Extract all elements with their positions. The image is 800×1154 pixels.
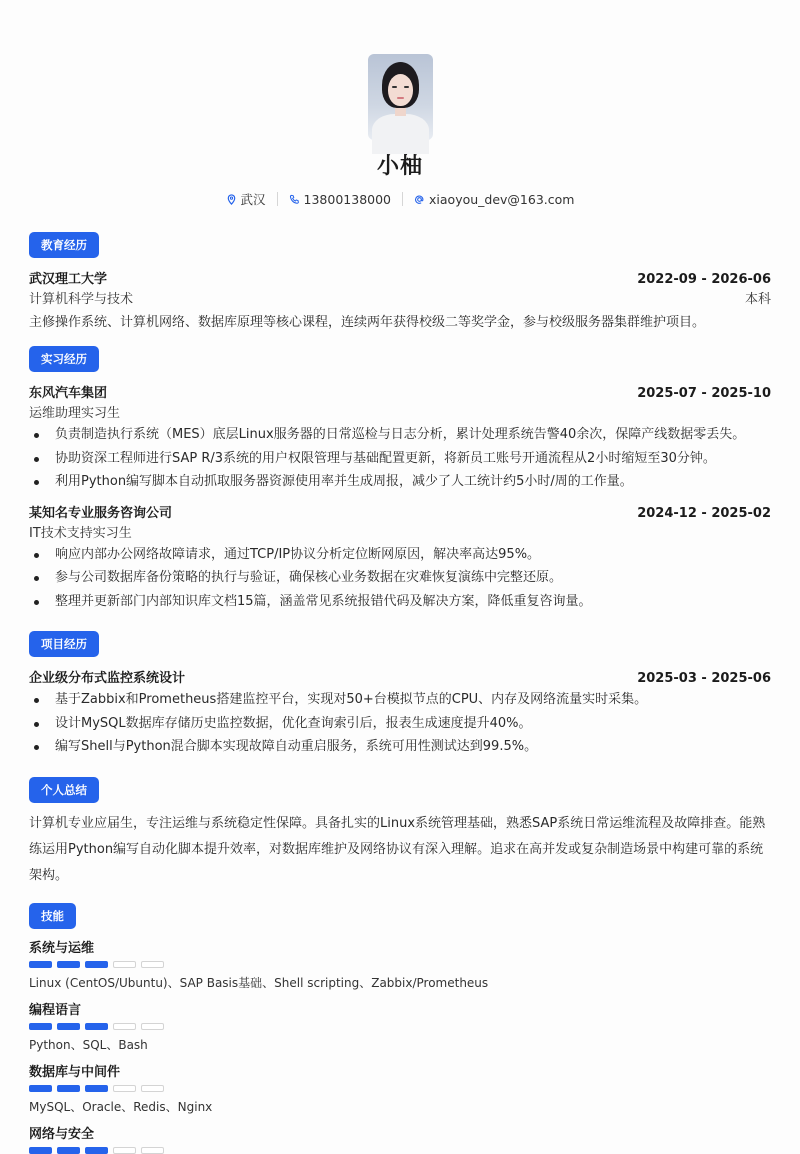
level-segment-empty <box>113 1023 136 1030</box>
bullet-item: 参与公司数据库备份策略的执行与验证，确保核心业务数据在灾难恢复演练中完整还原。 <box>29 566 771 590</box>
section-summary <box>29 759 771 889</box>
section-education <box>29 208 771 334</box>
level-segment-filled <box>85 1085 108 1092</box>
contact-info <box>226 190 575 208</box>
divider <box>277 192 278 206</box>
skill-description: MySQL、Oracle、Redis、Nginx <box>29 1099 213 1114</box>
skill-name: 网络与安全 <box>29 1126 95 1142</box>
resume-header <box>29 0 771 208</box>
internship-head <box>29 382 771 401</box>
skill-level-bar <box>29 1147 771 1154</box>
bullet-list <box>29 543 771 614</box>
bullet-list <box>29 423 771 494</box>
skill-description: Linux (CentOS/Ubuntu)、SAP Basis基础、Shell scripting、Zabbix/Prometheus <box>29 975 489 990</box>
education-date: 2022-09 - 2026-06 <box>637 272 771 287</box>
contact-email <box>414 192 574 207</box>
school-name: 武汉理工大学 <box>29 272 108 287</box>
level-segment-empty <box>113 1085 136 1092</box>
level-segment-empty <box>141 1085 164 1092</box>
level-segment-filled <box>29 1147 52 1154</box>
level-segment-empty <box>141 1147 164 1154</box>
internship-role <box>29 522 771 541</box>
company-name: 东风汽车集团 <box>29 386 108 401</box>
skill-level-bar <box>29 1085 771 1092</box>
level-segment-empty <box>141 961 164 968</box>
role-text: IT技术支持实习生 <box>29 525 132 541</box>
level-segment-filled <box>29 961 52 968</box>
internship-head <box>29 502 771 521</box>
section-badge-skills: 技能 <box>29 903 76 929</box>
level-segment-filled <box>57 1085 80 1092</box>
phone-text: 13800138000 <box>303 191 392 207</box>
internship-date: 2025-07 - 2025-10 <box>637 386 771 401</box>
level-segment-filled <box>57 1147 80 1154</box>
phone-icon <box>289 194 300 205</box>
education-sub <box>29 288 771 307</box>
skill-item <box>29 999 771 1053</box>
section-badge-projects: 项目经历 <box>29 631 99 657</box>
skill-name: 系统与运维 <box>29 940 95 956</box>
skill-level-bar <box>29 1023 771 1030</box>
level-segment-filled <box>29 1023 52 1030</box>
location-pin-icon <box>226 194 237 205</box>
location-text: 武汉 <box>240 192 266 207</box>
level-segment-empty <box>113 1147 136 1154</box>
section-badge-internships: 实习经历 <box>29 346 99 372</box>
section-internships <box>29 334 771 613</box>
bullet-item: 协助资深工程师进行SAP R/3系统的用户权限管理与基础配置更新，将新员工账号开通流程从2小时缩短至30分钟。 <box>29 447 771 471</box>
at-sign-icon <box>414 194 425 205</box>
project-head <box>29 667 771 686</box>
role-text: 运维助理实习生 <box>29 406 121 421</box>
skill-level-bar <box>29 961 771 968</box>
internship-role <box>29 402 771 421</box>
level-segment-filled <box>57 961 80 968</box>
skill-item <box>29 1061 771 1115</box>
contact-phone <box>289 192 391 207</box>
section-badge-education: 教育经历 <box>29 232 99 258</box>
email-text: xiaoyou_dev@163.com <box>429 191 575 207</box>
bullet-item: 利用Python编写脚本自动抓取服务器资源使用率并生成周报，减少了人工统计约5小时/周的工作量。 <box>29 470 771 494</box>
bullet-item: 基于Zabbix和Prometheus搭建监控平台，实现对50+台模拟节点的CPU、内存及网络流量实时采集。 <box>29 688 771 712</box>
company-name: 某知名专业服务咨询公司 <box>29 505 173 521</box>
internship-entry <box>29 382 771 494</box>
education-head <box>29 268 771 287</box>
degree: 本科 <box>744 292 771 307</box>
level-segment-empty <box>113 961 136 968</box>
level-segment-filled <box>57 1023 80 1030</box>
level-segment-filled <box>85 1023 108 1030</box>
bullet-list <box>29 688 771 759</box>
skill-item <box>29 1123 771 1154</box>
contact-location <box>226 190 266 208</box>
section-projects <box>29 613 771 759</box>
bullet-item: 响应内部办公网络故障请求，通过TCP/IP协议分析定位断网原因，解决率高达95%。 <box>29 543 771 567</box>
divider <box>402 192 403 206</box>
internship-entry <box>29 502 771 614</box>
level-segment-filled <box>85 1147 108 1154</box>
bullet-item: 整理并更新部门内部知识库文档15篇，涵盖常见系统报错代码及解决方案，降低重复咨询量。 <box>29 590 771 614</box>
candidate-name: 小柚 <box>376 154 423 179</box>
bullet-item: 设计MySQL数据库存储历史监控数据，优化查询索引后，报表生成速度提升40%。 <box>29 712 771 736</box>
section-badge-summary: 个人总结 <box>29 777 99 803</box>
major: 计算机科学与技术 <box>29 292 134 307</box>
education-description: 主修操作系统、计算机网络、数据库原理等核心课程，连续两年获得校级二等奖学金，参与校级服务器集群维护项目。 <box>29 315 706 330</box>
level-segment-filled <box>29 1085 52 1092</box>
skill-item <box>29 937 771 991</box>
level-segment-empty <box>141 1023 164 1030</box>
project-name: 企业级分布式监控系统设计 <box>29 671 186 686</box>
section-skills <box>29 889 771 1154</box>
internship-date: 2024-12 - 2025-02 <box>637 505 771 521</box>
bullet-item: 编写Shell与Python混合脚本实现故障自动重启服务，系统可用性测试达到99.5%。 <box>29 735 771 759</box>
bullet-item: 负责制造执行系统（MES）底层Linux服务器的日常巡检与日志分析，累计处理系统告警40余次，保障产线数据零丢失。 <box>29 423 771 447</box>
profile-photo <box>368 54 433 140</box>
skill-description: Python、SQL、Bash <box>29 1037 148 1052</box>
level-segment-filled <box>85 961 108 968</box>
skill-name: 数据库与中间件 <box>29 1064 121 1080</box>
project-date: 2025-03 - 2025-06 <box>637 671 771 686</box>
summary-text: 计算机专业应届生，专注运维与系统稳定性保障。具备扎实的Linux系统管理基础，熟悉SAP系统日常运维流程及故障排查。能熟练运用Python编写自动化脚本提升效率，对数据库维护及网络协议有深入理解。追求在高并发或复杂制造场景中构建可靠的系统架构。 <box>29 815 766 883</box>
skill-name: 编程语言 <box>29 1002 82 1018</box>
